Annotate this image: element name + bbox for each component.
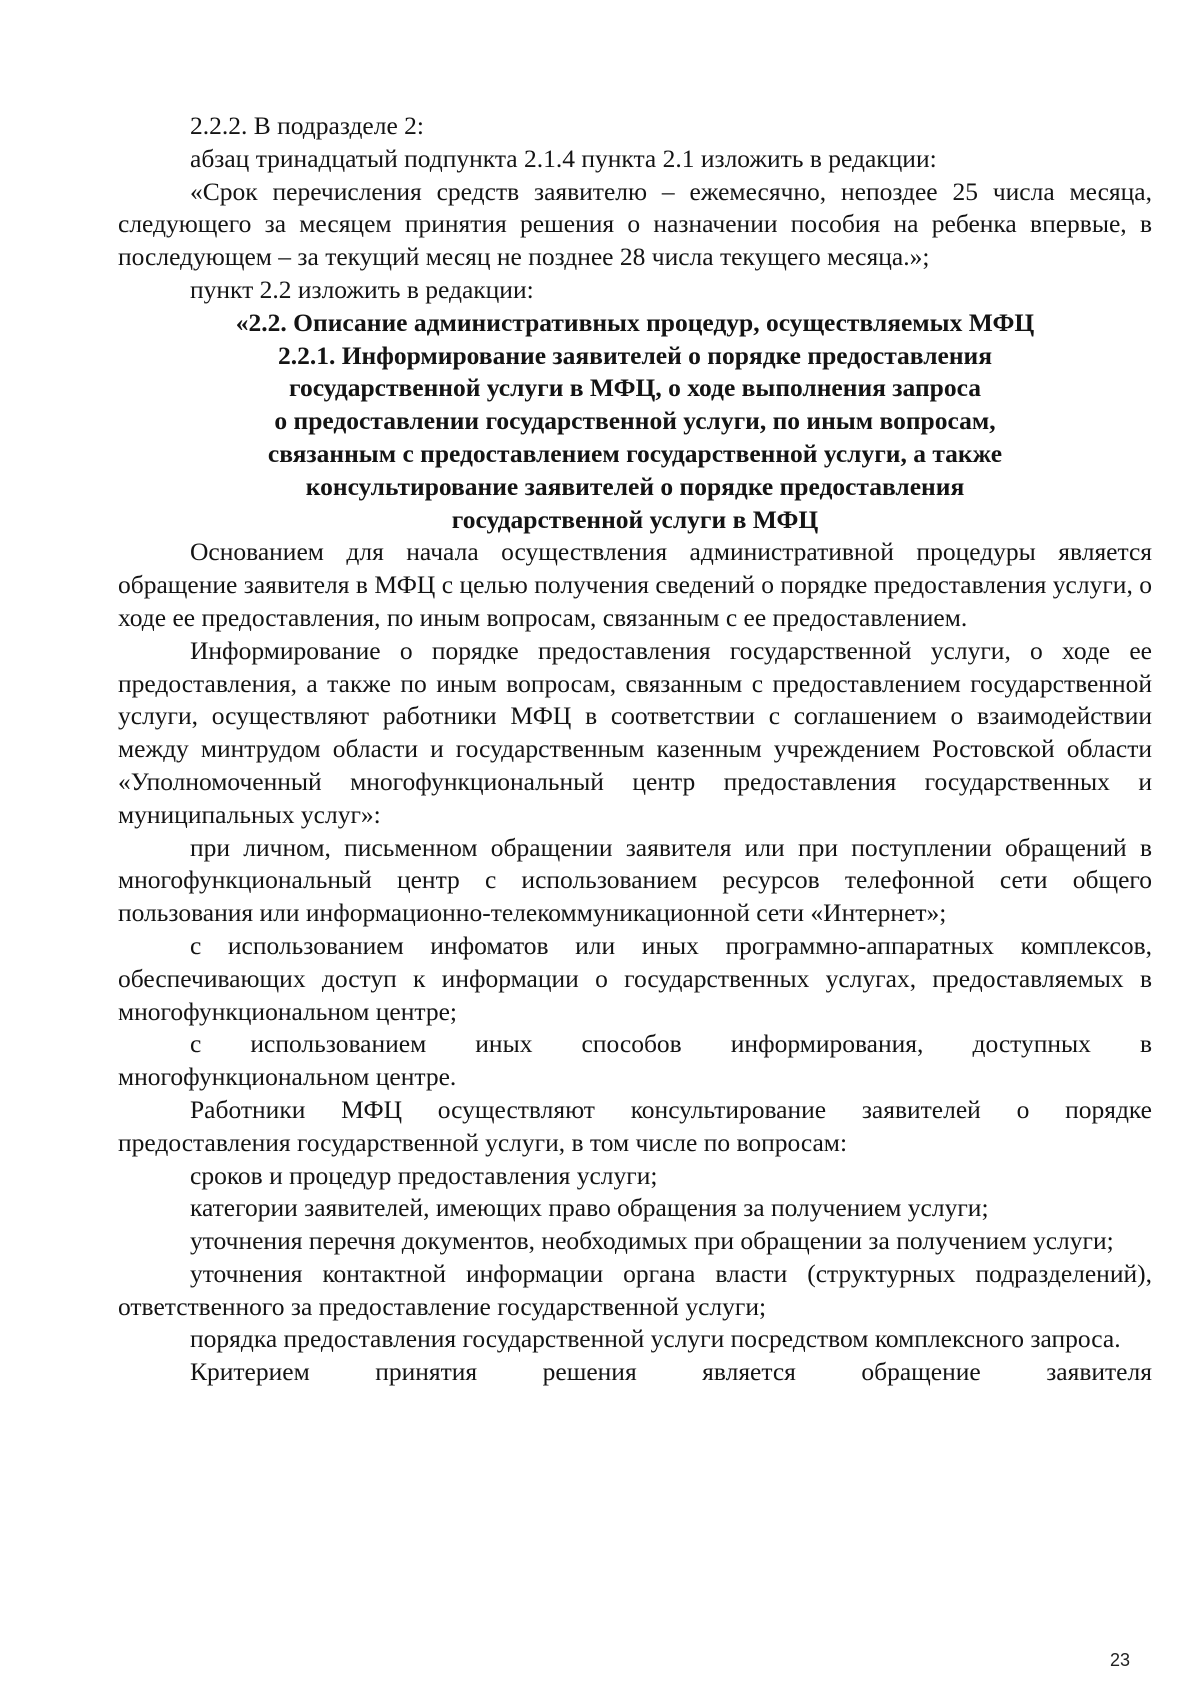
- body-paragraph: порядка предоставления государственной услуги посредством комплексного запроса.: [190, 1324, 1121, 1354]
- section-heading-line: консультирование заявителей о порядке предоставления: [305, 471, 965, 501]
- document-page: [118, 110, 1152, 1389]
- body-paragraph: Работники МФЦ осуществляют консультирование заявителей о порядке предоставления государственной услуги, в том числе по вопросам:: [118, 1094, 1152, 1157]
- paragraph-quote-payment-term: «Срок перечисления средств заявителю – ежемесячно, непоздее 25 числа месяца, следующего за месяцем принятия решения о назначении пособия на ребенка впервые, в последующем – за текущий месяц не позднее 28 числа текущего месяца.»;: [118, 176, 1152, 272]
- section-heading-line: связанным с предоставлением государственной услуги, а также: [267, 438, 1003, 468]
- section-heading-line: государственной услуги в МФЦ, о ходе выполнения запроса: [289, 373, 981, 403]
- word: принятия: [375, 1357, 478, 1387]
- body-paragraph: Основанием для начала осуществления административной процедуры является обращение заявителя в МФЦ с целью получения сведений о порядке предоставления услуги, о ходе ее предоставления, по иным вопросам, связанным с ее предоставлением.: [118, 537, 1152, 632]
- section-heading-line: о предоставлении государственной услуги, по иным вопросам,: [274, 406, 996, 436]
- word: заявителя: [1046, 1357, 1152, 1387]
- word: является: [702, 1357, 796, 1387]
- body-paragraph: с использованием иных способов информирования, доступных в многофункциональном центре.: [118, 1029, 1152, 1092]
- paragraph-section-2-2-2: 2.2.2. В подразделе 2:: [190, 111, 424, 140]
- page-number: 23: [1110, 1650, 1131, 1670]
- body-paragraph: категории заявителей, имеющих право обращения за получением услуги;: [190, 1193, 989, 1223]
- section-heading-line: 2.2.1. Информирование заявителей о порядке предоставления: [277, 340, 993, 370]
- word: решения: [542, 1357, 637, 1387]
- section-heading-line: государственной услуги в МФЦ: [451, 504, 819, 534]
- word: обращение: [861, 1357, 981, 1387]
- body-paragraph: сроков и процедур предоставления услуги;: [190, 1160, 658, 1190]
- paragraph-amend-2-1-4: абзац тринадцатый подпункта 2.1.4 пункта 2.1 изложить в редакции:: [190, 143, 937, 173]
- word: Критерием: [190, 1357, 310, 1387]
- section-heading-line: «2.2. Описание административных процедур, осуществляемых МФЦ: [235, 307, 1035, 337]
- continued-last-line: [118, 1356, 1152, 1389]
- body-paragraph: уточнения контактной информации органа власти (структурных подразделений), ответственного за предоставление государственной услуги;: [118, 1258, 1152, 1321]
- paragraph-amend-2-2: пункт 2.2 изложить в редакции:: [190, 274, 534, 304]
- body-paragraph: с использованием инфоматов или иных программно-аппаратных комплексов, обеспечивающих доступ к информации о государственных услугах, предоставляемых в многофункциональном центре;: [118, 930, 1152, 1026]
- body-paragraph: уточнения перечня документов, необходимых при обращении за получением услуги;: [190, 1226, 1114, 1256]
- body-paragraph: при личном, письменном обращении заявителя или при поступлении обращений в многофункциональный центр с использованием ресурсов телефонной сети общего пользования или информационно-телекоммуникационной сети «Интернет»;: [118, 832, 1152, 928]
- body-paragraph: Информирование о порядке предоставления государственной услуги, о ходе ее предоставления, а также по иным вопросам, связанным с предоставлением государственной услуги, осуществляют работники МФЦ в соответствии с соглашением о взаимодействии между минтрудом области и государственным казенным учреждением Ростовской области «Уполномоченный многофункциональный центр предоставления государственных и муниципальных услуг»:: [118, 635, 1152, 829]
